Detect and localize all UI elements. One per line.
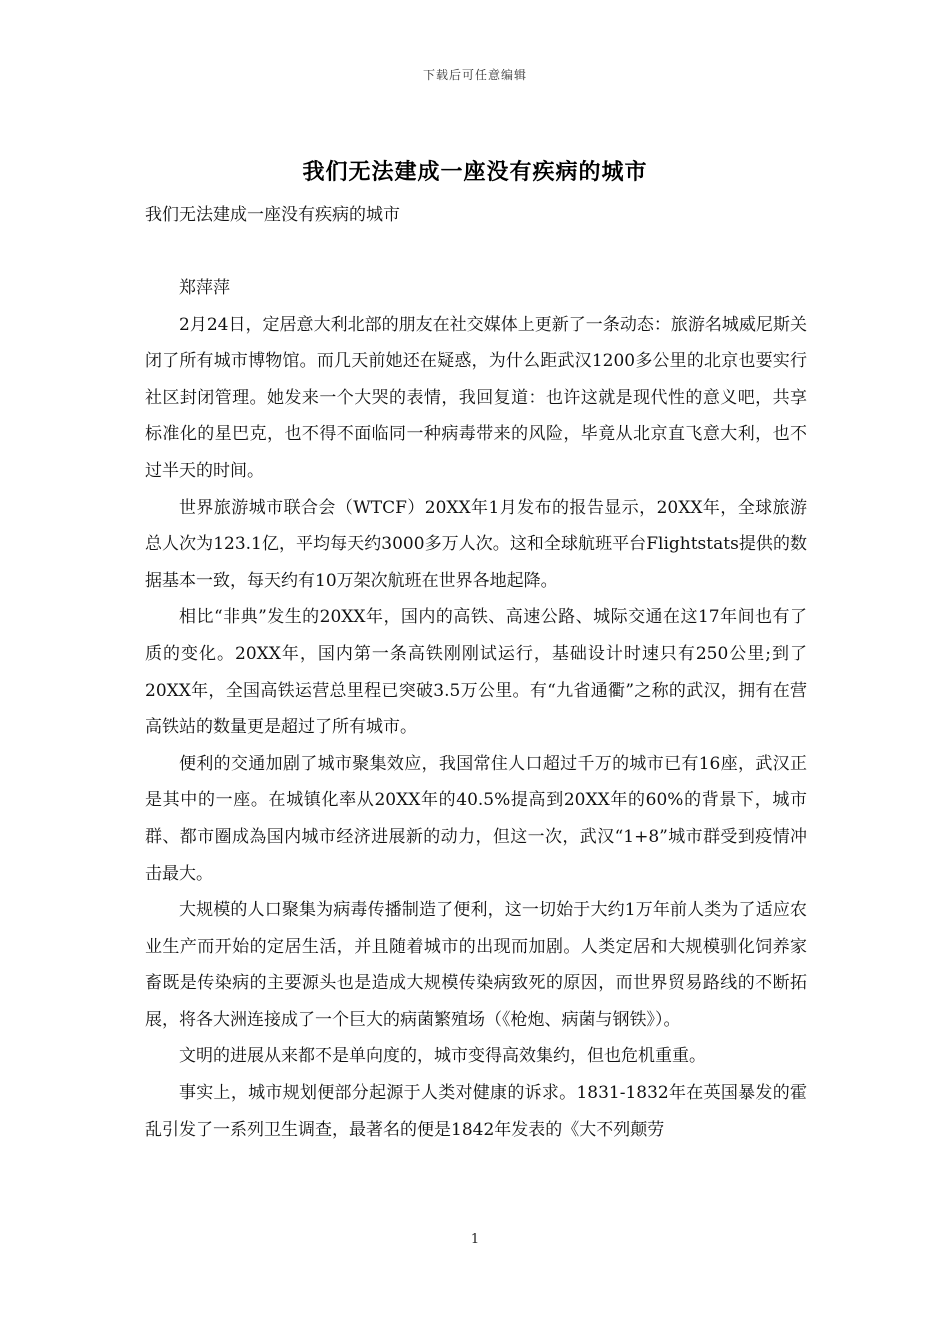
author-line: 郑萍萍 xyxy=(179,278,230,298)
document-subtitle: 我们无法建成一座没有疾病的城市 xyxy=(145,205,400,225)
document-title: 我们无法建成一座没有疾病的城市 xyxy=(302,159,648,185)
paragraph: 文明的进展从来都不是单向度的，城市变得高效集约，但也危机重重。 xyxy=(179,1046,706,1067)
paragraph: 事实上，城市规划便部分起源于人类对健康的诉求。1831-1832年在英国暴发的霍乱引发了一系列卫生调查，最著名的便是1842年发表的《大不列颠劳 xyxy=(145,1083,807,1140)
header-note: 下载后可任意编辑 xyxy=(422,68,527,82)
page-number: 1 xyxy=(470,1232,480,1247)
paragraph: 2月24日，定居意大利北部的朋友在社交媒体上更新了一条动态：旅游名城威尼斯关闭了所有城市博物馆。而几天前她还在疑惑，为什么距武汉1200多公里的北京也要实行社区封闭管理。她发来一个大哭的表情，我回复道：也许这就是现代性的意义吧，共享标准化的星巴克，也不得不面临同一种病毒带来的风险，毕竟从北京直飞意大利，也不过半天的时间。 xyxy=(145,314,807,481)
paragraph: 大规模的人口聚集为病毒传播制造了便利，这一切始于大约1万年前人类为了适应农业生产而开始的定居生活，并且随着城市的出现而加剧。人类定居和大规模驯化饲养家畜既是传染病的主要源头也是造成大规模传染病致死的原因，而世界贸易路线的不断拓展，将各大洲连接成了一个巨大的病菌繁殖场（《枪炮、病菌与钢铁》）。 xyxy=(145,900,807,1030)
body-text xyxy=(145,270,807,1148)
paragraph: 相比“非典”发生的20XX年，国内的高铁、高速公路、城际交通在这17年间也有了质的变化。20XX年，国内第一条高铁刚刚试运行，基础设计时速只有250公里;到了20XX年，全国高铁运营总里程已突破3.5万公里。有“九省通衢”之称的武汉，拥有在营高铁站的数量更是超过了所有城市。 xyxy=(145,607,807,738)
paragraph: 便利的交通加剧了城市聚集效应，我国常住人口超过千万的城市已有16座，武汉正是其中的一座。在城镇化率从20XX年的40.5%提高到20XX年的60%的背景下，城市群、都市圈成為国内城市经济进展新的动力，但这一次，武汉“1+8”城市群受到疫情冲击最大。 xyxy=(145,753,807,884)
paragraph: 世界旅游城市联合会（WTCF）20XX年1月发布的报告显示，20XX年，全球旅游总人次为123.1亿，平均每天约3000多万人次。这和全球航班平台Flightstats提供的数据基本一致，每天约有10万架次航班在世界各地起降。 xyxy=(145,497,807,591)
